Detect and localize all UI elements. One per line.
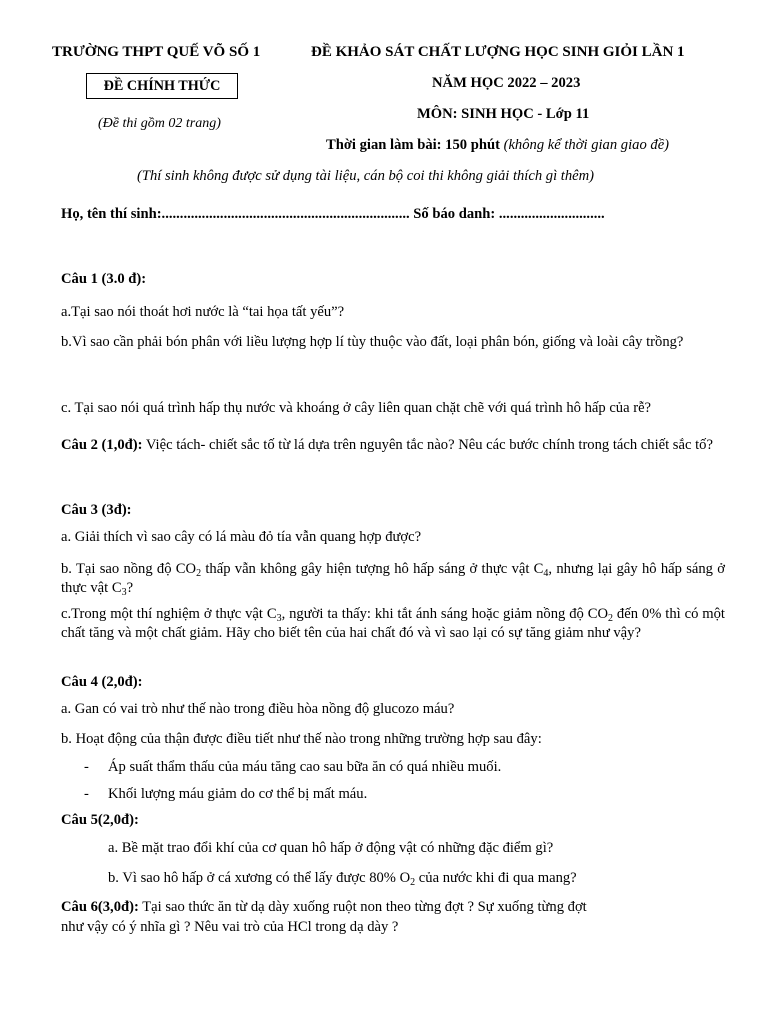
subject: MÔN: SINH HỌC - Lớp 11 xyxy=(417,106,590,122)
q4-bullet-1-text: Áp suất thẩm thấu của máu tăng cao sau bữa ăn có quá nhiều muối. xyxy=(108,759,502,775)
time-label: Thời gian làm bài: 150 phút xyxy=(326,137,500,153)
q3-c-text-3: đến 0% thì có một chất tăng và một chất giảm. Hãy cho biết tên của hai chất đó và vì sao lại có sự tăng giảm như vậy? xyxy=(61,606,725,641)
q3-b-text-2: thấp vẫn không gây hiện tượng hô hấp sáng ở thực vật C xyxy=(201,561,544,577)
school-name: TRƯỜNG THPT QUẾ VÕ SỐ 1 xyxy=(52,44,261,60)
q6-line-2: như vậy có ý nhĩa gì ? Nêu vai trò của HCl trong dạ dày ? xyxy=(61,919,399,935)
q3-c-sub-1: 3 xyxy=(276,613,282,624)
q1-title: Câu 1 (3.0 đ): xyxy=(61,271,147,287)
q2-text: Việc tách- chiết sắc tố từ lá dựa trên nguyên tắc nào? Nêu các bước chính trong tách chiết sắc tố? xyxy=(142,437,713,453)
q6-title: Câu 6(3,0đ): xyxy=(61,899,139,915)
q5-b-text-1: b. Vì sao hô hấp ở cá xương có thể lấy được 80% O xyxy=(108,870,411,886)
q3-c-sub-2: 2 xyxy=(608,613,614,624)
q3-b-text-1: b. Tại sao nồng độ CO xyxy=(61,561,197,577)
q4-title: Câu 4 (2,0đ): xyxy=(61,674,143,690)
dash-marker: - xyxy=(84,786,89,802)
q3-b-text-4: ? xyxy=(126,580,134,596)
q5-b-sub: 2 xyxy=(410,877,416,888)
q3-c xyxy=(61,605,725,643)
q3-b xyxy=(61,560,725,598)
q4-a: a. Gan có vai trò như thế nào trong điều hòa nồng độ glucozo máu? xyxy=(61,701,455,717)
q3-b-sub-1: 2 xyxy=(196,568,202,579)
q4-bullet-2 xyxy=(84,786,367,803)
q4-b: b. Hoạt động của thận được điều tiết như thế nào trong những trường hợp sau đây: xyxy=(61,731,542,747)
q3-a: a. Giải thích vì sao cây có lá màu đỏ tía vẫn quang hợp được? xyxy=(61,529,422,545)
instruction: (Thí sinh không được sử dụng tài liệu, cán bộ coi thi không giải thích gì thêm) xyxy=(137,168,595,184)
q6-line-1 xyxy=(61,899,587,916)
q5-b xyxy=(108,870,577,887)
q1-b: b.Vì sao cần phải bón phân với liều lượng hợp lí tùy thuộc vào đất, loại phân bón, giống và loài cây trồng? xyxy=(61,334,684,350)
time-note: (không kể thời gian giao đề) xyxy=(499,137,670,153)
official-label: ĐỀ CHÍNH THỨC xyxy=(86,73,238,99)
q3-c-text-2: , người ta thấy: khi tắt ánh sáng hoặc giảm nồng độ CO xyxy=(281,606,609,622)
q5-a: a. Bề mặt trao đổi khí của cơ quan hô hấp ở động vật có những đặc điểm gì? xyxy=(108,840,554,856)
q4-bullet-2-text: Khối lượng máu giảm do cơ thể bị mất máu. xyxy=(108,786,368,802)
exam-title: ĐỀ KHẢO SÁT CHẤT LƯỢNG HỌC SINH GIỎI LẦN 1 xyxy=(311,44,685,60)
q3-c-text-1: c.Trong một thí nghiệm ở thực vật C xyxy=(61,606,277,622)
time-line xyxy=(326,137,669,154)
q3-title: Câu 3 (3đ): xyxy=(61,502,132,518)
q1-a: a.Tại sao nói thoát hơi nước là “tai họa tất yếu”? xyxy=(61,304,345,320)
dash-marker: - xyxy=(84,759,89,775)
q6-text-1: Tại sao thức ăn từ dạ dày xuống ruột non theo từng đợt ? Sự xuống từng đợt xyxy=(138,899,587,915)
q3-b-text-3: , nhưng lại gây hô hấp sáng ở thực vật C xyxy=(61,561,725,596)
q3-b-sub-2: 4 xyxy=(543,568,549,579)
q4-bullet-1 xyxy=(84,759,501,776)
candidate-line: Họ, tên thí sinh:.................................................................... Số báo danh: ............................. xyxy=(61,206,605,222)
pages-note: (Đề thi gồm 02 trang) xyxy=(98,116,221,131)
q2-title: Câu 2 (1,0đ): xyxy=(61,437,143,453)
q2 xyxy=(61,431,725,460)
q5-b-text-2: của nước khi đi qua mang? xyxy=(415,870,577,886)
q5-title: Câu 5(2,0đ): xyxy=(61,812,139,828)
school-year: NĂM HỌC 2022 – 2023 xyxy=(432,75,581,91)
q3-b-sub-3: 3 xyxy=(121,587,127,598)
q1-c: c. Tại sao nói quá trình hấp thụ nước và khoáng ở cây liên quan chặt chẽ với quá trình hô hấp của rễ? xyxy=(61,400,652,416)
